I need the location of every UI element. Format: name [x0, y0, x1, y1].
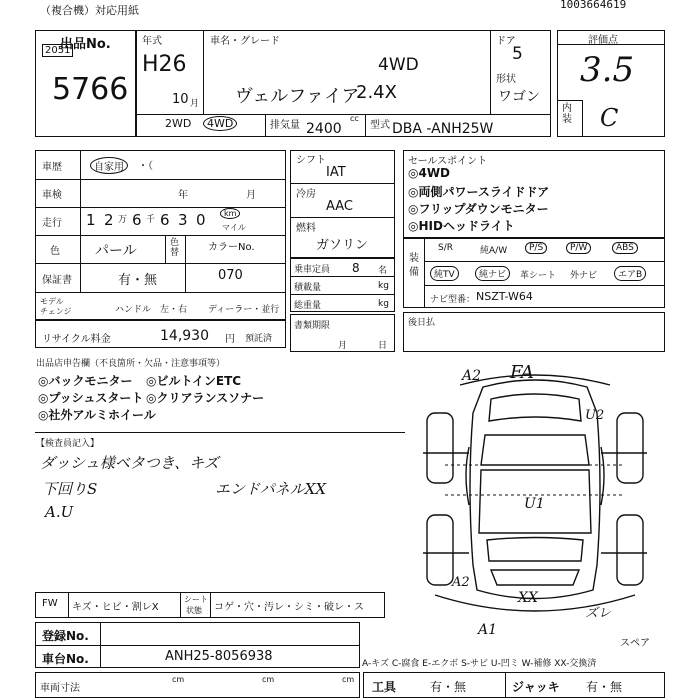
- inspection-year: 年: [178, 190, 188, 201]
- door-label: ドア: [496, 36, 516, 47]
- capacity-label: 乗車定員: [294, 265, 331, 275]
- type-value: DBA -ANH25W: [392, 121, 494, 137]
- sales-point-item: ◎フリップダウンモニター: [408, 202, 549, 216]
- weight-unit: kg: [378, 299, 389, 309]
- seat-label-2: 状態: [186, 606, 202, 615]
- weight-label: 総重量: [294, 301, 322, 311]
- interior-value: C: [600, 104, 619, 132]
- year-label: 年式: [142, 36, 162, 47]
- color-code-label: カラーNo.: [208, 242, 255, 253]
- size-label: 車両寸法: [40, 683, 80, 694]
- tools-value: 有・無: [430, 680, 467, 694]
- seller-note-item: ◎バックモニター: [38, 374, 133, 388]
- mark-a2-top: A2: [462, 368, 482, 384]
- reg-no-label: 登録No.: [42, 629, 89, 643]
- handle-side: ハンドル 左・右: [115, 305, 188, 315]
- capacity-unit: 名: [378, 266, 388, 276]
- sales-point-item: ◎HIDヘッドライト: [408, 219, 515, 233]
- barcode-number: 1003664619: [560, 0, 627, 11]
- mileage-label: 走行: [42, 218, 62, 229]
- warranty-value: 有・無: [118, 273, 158, 288]
- history-rest: ・（: [138, 161, 153, 172]
- equip-aw: 純A/W: [480, 246, 508, 256]
- dealer-type: ディーラー・並行: [208, 305, 280, 315]
- seller-note-item: ◎ビルトインETC: [146, 374, 242, 388]
- mileage-sen: 千: [146, 215, 156, 225]
- inspector-label: 【検査員記入】: [36, 439, 100, 449]
- month-unit: 月: [190, 99, 200, 109]
- jack-label: ジャッキ: [512, 680, 560, 694]
- aircon-label: 冷房: [296, 189, 316, 200]
- recycle-value: 14,930: [160, 328, 209, 344]
- sales-point-item: ◎4WD: [408, 166, 451, 180]
- equip-leather: 革シート: [520, 271, 557, 281]
- lot-corner-no: 2051: [42, 44, 73, 57]
- equip-ext-navi: 外ナビ: [570, 271, 598, 281]
- registration-month: 月: [338, 341, 348, 351]
- seller-note-item: ◎プッシュスタート: [38, 391, 144, 405]
- shape-label: 形状: [496, 74, 516, 85]
- inspection-label: 車検: [42, 190, 62, 201]
- mileage-man: 万: [118, 215, 128, 225]
- mileage-digit-3: 6: [132, 211, 142, 229]
- year-value: H26: [142, 52, 187, 77]
- mileage-digit-2: 2: [104, 211, 114, 229]
- model-label: 車名・グレード: [210, 36, 280, 47]
- shape-value: ワゴン: [498, 89, 540, 105]
- damage-legend: A-キズ C-腐食 E-エクボ S-サビ U-凹ミ W-補修 XX-交換済: [362, 659, 597, 669]
- seat-label: シート: [184, 595, 208, 604]
- load-unit: kg: [378, 281, 389, 291]
- inspector-note-1: ダッシュ様ベタつき、キズ: [40, 454, 219, 472]
- equip-pw-circled: P/W: [566, 242, 591, 254]
- equip-airbag-circled: エアB: [614, 266, 646, 281]
- mileage-digit-1: 1: [86, 211, 96, 229]
- recycle-label: リサイクル料金: [42, 334, 111, 345]
- capacity-value: 8: [352, 261, 360, 275]
- fw-label: FW: [42, 598, 58, 609]
- mileage-digit-6: 0: [196, 211, 206, 229]
- equip-navi-circled: 純ナビ: [475, 266, 510, 281]
- inspector-note-2: 下回りS: [42, 480, 98, 498]
- mileage-unit-km: km: [220, 208, 240, 219]
- interior-label: 内装: [562, 103, 572, 125]
- tools-label: 工具: [372, 680, 397, 694]
- model-drive: 4WD: [378, 55, 419, 75]
- load-label: 積載量: [294, 283, 322, 293]
- fuel-value: ガソリン: [316, 238, 369, 253]
- sales-point-item: ◎両側パワースライドドア: [408, 185, 550, 199]
- year-month: 10: [172, 92, 189, 107]
- after-payment-box: [403, 312, 665, 352]
- navi-model-label: ナビ型番：: [430, 295, 476, 305]
- recycle-unit: 円: [225, 334, 235, 345]
- shift-value: IAT: [326, 165, 346, 180]
- equip-abs-circled: ABS: [612, 242, 638, 254]
- inspector-note-3: エンドパネルXX: [215, 480, 327, 498]
- chassis-value: ANH25-8056938: [165, 649, 273, 664]
- fw-text: キズ・ヒビ・割レX: [72, 602, 159, 613]
- seller-note-item: ◎クリアランスソナー: [146, 391, 265, 405]
- mileage-digit-4: 6: [160, 211, 170, 229]
- drive-2wd: 2WD: [165, 117, 192, 130]
- after-payment-label: 後日払: [408, 318, 436, 328]
- lot-number: 5766: [52, 72, 129, 107]
- seller-note-item: ◎社外アルミホイール: [38, 408, 156, 422]
- model-grade: 2.4X: [356, 82, 397, 103]
- size-row: [35, 672, 360, 698]
- mark-zure: ズレ: [585, 606, 612, 621]
- displacement-value: 2400: [306, 121, 342, 137]
- color-label: 色: [50, 246, 60, 257]
- inspector-note-4: A.U: [45, 503, 74, 521]
- mark-u1: U1: [524, 496, 545, 512]
- model-change-label: モデル: [40, 297, 64, 306]
- registration-day: 日: [378, 341, 388, 351]
- registration-label: 書類期限: [294, 321, 331, 331]
- size-cm-1: cm: [172, 675, 185, 684]
- drive-4wd-circled: 4WD: [203, 116, 237, 131]
- color-code-value: 070: [218, 268, 243, 283]
- equipment-label: 装備: [409, 253, 419, 278]
- shift-label: シフト: [296, 155, 326, 166]
- seat-text: コゲ・穴・汚レ・シミ・破レ・ス: [214, 602, 364, 613]
- jack-value: 有・無: [586, 680, 623, 694]
- size-cm-3: cm: [342, 675, 355, 684]
- displacement-label: 排気量: [270, 120, 300, 131]
- chassis-label: 車台No.: [42, 652, 89, 666]
- seller-notes-label: 出品店申告欄（不良箇所・欠品・注意事項等）: [36, 359, 226, 369]
- equip-sr: S/R: [438, 243, 453, 253]
- mark-a1: A1: [478, 622, 498, 638]
- navi-model-value: NSZT-W64: [476, 290, 533, 303]
- spare-label: スペア: [620, 638, 650, 649]
- sales-points-label: セールスポイント: [408, 156, 488, 167]
- equip-tv-circled: 純TV: [430, 266, 459, 281]
- recycle-note: 預託済: [245, 334, 273, 344]
- door-value: 5: [512, 44, 523, 64]
- mark-u2: U2: [585, 408, 605, 423]
- score-label: 評価点: [588, 35, 618, 46]
- history-value: 自家用: [90, 157, 128, 174]
- mileage-digit-5: 3: [178, 211, 188, 229]
- equip-ps-circled: P/S: [525, 242, 547, 254]
- warranty-label: 保証書: [42, 275, 72, 286]
- displacement-unit: cc: [350, 114, 359, 123]
- type-label: 型式: [370, 120, 390, 131]
- aircon-value: AAC: [326, 199, 353, 214]
- mark-fa: FA: [510, 362, 534, 383]
- model-change-label-2: チェンジ: [40, 307, 72, 316]
- history-label: 車歴: [42, 162, 62, 173]
- color-value: パール: [95, 243, 137, 259]
- lot-label: 出品No.: [60, 37, 111, 52]
- fuel-label: 燃料: [296, 223, 316, 234]
- mark-xx: XX: [518, 590, 538, 606]
- mileage-unit-mile: マイル: [222, 223, 246, 232]
- size-cm-2: cm: [262, 675, 275, 684]
- color-change-label: 色替: [170, 238, 180, 258]
- score-value: 3.5: [580, 50, 635, 90]
- form-title: （複合機）対応用紙: [40, 4, 139, 17]
- inspection-month: 月: [246, 190, 256, 201]
- mark-a2-rear: A2: [452, 575, 470, 590]
- model-name: ヴェルファイア: [235, 86, 360, 107]
